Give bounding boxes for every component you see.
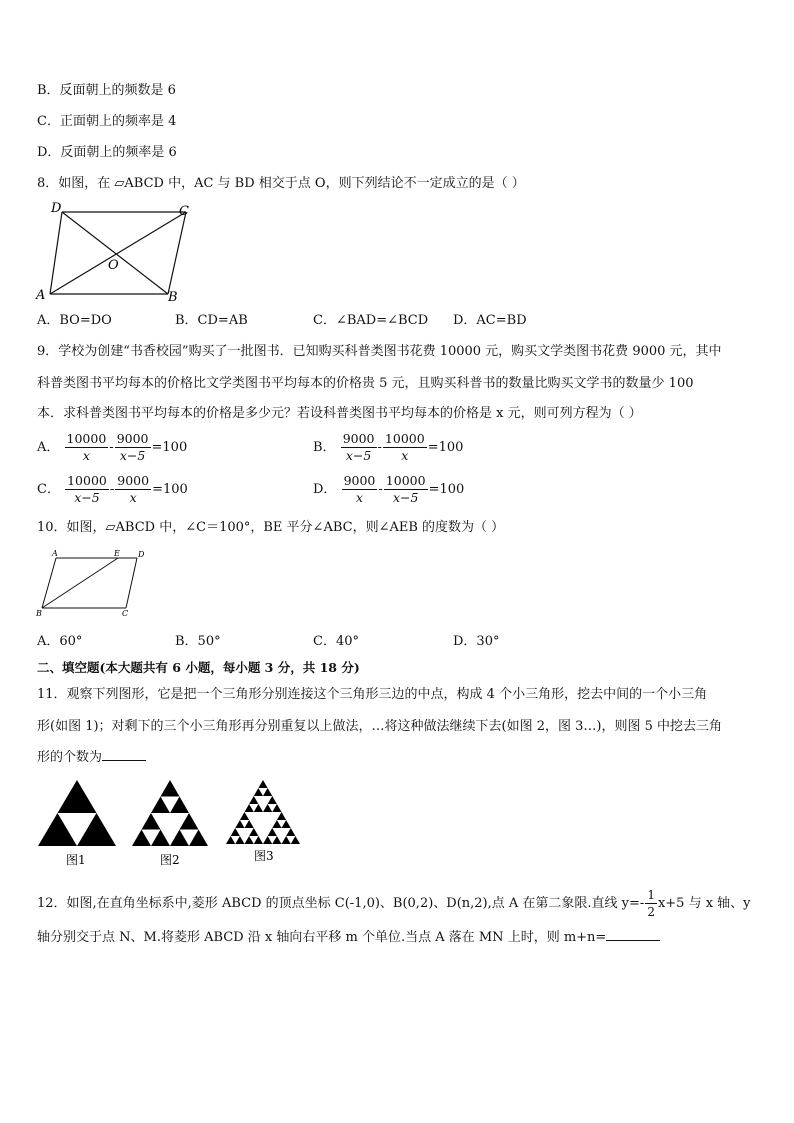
q9-option-c: C． $\frac{10000}{x-5}$ - $\frac{9000}{x}$ =100 [37, 473, 188, 505]
q10-option-b: B．50° [175, 634, 221, 649]
q10-label-e: E [114, 549, 120, 558]
q12-line2: 轴分别交于点 N、M.将菱形 ABCD 沿 x 轴向右平移 m 个单位.当点 A 落在 MN 上时，则 m+n= [37, 929, 660, 947]
q12-answer-blank[interactable] [606, 940, 660, 941]
q10-label-c: C [122, 609, 129, 618]
section-title-fill-in: 二、填空题(本大题共有 6 小题，每小题 3 分，共 18 分) [37, 660, 360, 675]
q10-label-b: B [36, 609, 42, 618]
q10-option-a: A．60° [37, 634, 83, 649]
q9-option-b: B． $\frac{9000}{x-5}$ - $\frac{10000}{x}$ =100 [313, 431, 464, 463]
q10-label-d: D [138, 550, 145, 559]
q11-line1: 11．观察下列图形，它是把一个三角形分别连接这个三角形三边的中点，构成 4 个小三角形，挖去中间的一个小三角 [37, 687, 708, 702]
q8-stem: 8．如图，在 ▱ABCD 中，AC 与 BD 相交于点 O，则下列结论不一定成立的是（ ） [37, 176, 525, 191]
q8-label-b: B [168, 290, 178, 305]
q8-option-d: D．AC=BD [453, 313, 527, 328]
q10-parallelogram-figure [34, 548, 154, 620]
q7-option-d: D．反面朝上的频率是 6 [37, 145, 177, 160]
q9-line1: 9．学校为创建“书香校园”购买了一批图书．已知购买科普类图书花费 10000 元，购买文学类图书花费 9000 元，其中 [37, 344, 722, 359]
q10-label-a: A [52, 549, 58, 558]
q11-line3: 形的个数为 [37, 749, 146, 767]
q11-caption-fig3: 图3 [254, 849, 274, 863]
q8-label-o: O [108, 258, 119, 273]
q8-parallelogram-figure [34, 198, 204, 306]
q8-label-d: D [51, 201, 62, 216]
q7-option-c: C．正面朝上的频率是 4 [37, 114, 177, 129]
q10-stem: 10．如图，▱ABCD 中，∠C＝100°，BE 平分∠ABC，则∠AEB 的度数为（ ） [37, 520, 505, 535]
q12-line1: 12．如图,在直角坐标系中,菱形 ABCD 的顶点坐标 C(-1,0)、B(0,2)、D(n,2),点 A 在第二象限.直线 y=- $\frac{1}{2}$ x+5 与 x 轴、y [37, 888, 751, 919]
q11-sierpinski-figures [36, 778, 306, 870]
q8-option-b: B．CD=AB [175, 313, 248, 328]
q8-option-c: C．∠BAD=∠BCD [313, 313, 429, 328]
q11-caption-fig2: 图2 [160, 853, 180, 867]
q9-option-a: A． $\frac{10000}{x}$ - $\frac{9000}{x-5}$ =100 [37, 431, 188, 463]
q7-option-b: B．反面朝上的频数是 6 [37, 83, 176, 98]
q11-caption-fig1: 图1 [66, 853, 86, 867]
q8-label-c: C [179, 204, 189, 219]
q9-line2: 科普类图书平均每本的价格比文学类图书平均每本的价格贵 5 元，且购买科普书的数量比购买文学书的数量少 100 [37, 376, 694, 391]
q9-option-d: D． $\frac{9000}{x}$ - $\frac{10000}{x-5}$ =100 [313, 473, 465, 505]
q11-answer-blank[interactable] [102, 760, 146, 761]
q10-option-d: D．30° [453, 634, 500, 649]
q8-label-a: A [36, 288, 46, 303]
q8-option-a: A．BO=DO [37, 313, 112, 328]
q10-option-c: C．40° [313, 634, 359, 649]
q9-line3: 本．求科普类图书平均每本的价格是多少元？若设科普类图书平均每本的价格是 x 元，则可列方程为（ ） [37, 406, 642, 421]
q11-line2: 形(如图 1)；对剩下的三个小三角形再分别重复以上做法，…将这种做法继续下去(如图 2，图 3…)，则图 5 中挖去三角 [37, 719, 723, 734]
